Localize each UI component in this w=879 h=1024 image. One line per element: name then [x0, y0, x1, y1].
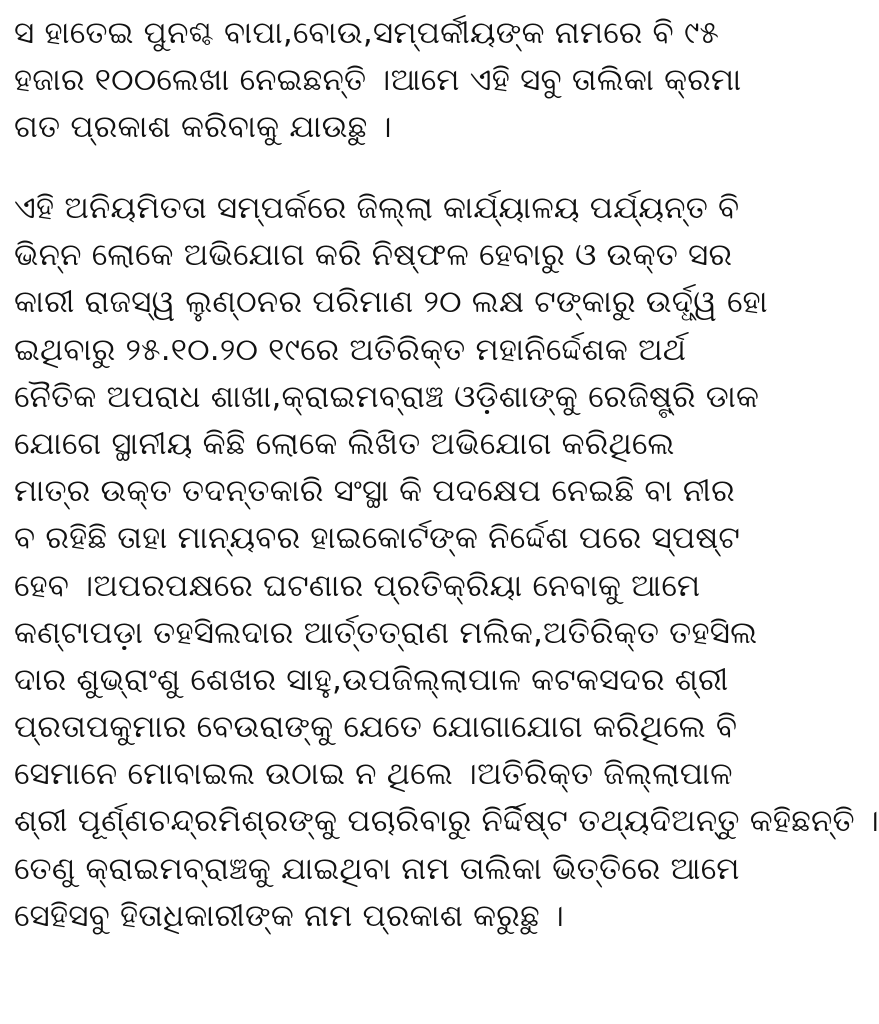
- text-line: ମାତ୍ର ଉକ୍ତ ତଦନ୍ତକାରି ସଂସ୍ଥା କି ପଦକ୍ଷେପ ନେଇଛି ବା ନୀର: [14, 473, 735, 510]
- text-line: ତେଣୁ କ୍ରାଇମବ୍ରାଞ୍ଚକୁ ଯାଇଥିବା ନାମ ତାଲିକା ଭିତ୍ତିରେ ଆମେ: [14, 850, 740, 887]
- text-line: ଏହି ଅନିୟମିତତା ସମ୍ପର୍କରେ ଜିଲ୍ଲା କାର୍ଯ୍ୟାଳୟ ପର୍ଯ୍ୟନ୍ତ ବି: [14, 190, 740, 226]
- text-line: ଇଥିବାରୁ ୨୫.୧୦.୨୦ ୧୯ରେ ଅତିରିକ୍ତ ମହାନିର୍ଦ୍ଦେଶକ ଅର୍ଥ: [14, 331, 687, 368]
- paragraph-1: [14, 10, 741, 152]
- text-line: ଯୋଗେ ସ୍ଥାନୀୟ କିଛି ଲୋକେ ଲିଖିତ ଅଭିଯୋଗ କରିଥିଲେ: [14, 425, 675, 462]
- text-line: ଗତ ପ୍ରକାଶ କରିବାକୁ ଯାଉଛୁ ।: [14, 109, 392, 146]
- text-line: ଶ୍ରୀ ପୂର୍ଣ୍ଣଚନ୍ଦ୍ରମିଶ୍ରଙ୍କୁ ପଚାରିବାରୁ ନିର୍ଦ୍ଦିଷ୍ଟ ତଥ୍ୟଦିଅନ୍ତୁ କହିଛନ୍ତି ।: [14, 803, 879, 840]
- text-line: କଣ୍ଟାପଡ଼ା ତହସିଲଦାର ଆର୍ତ୍ତତ୍ରାଣ ମଲିକ,ଅତିରିକ୍ତ ତହସିଲ: [14, 614, 758, 651]
- text-line: ହଜାର ୧୦୦ଲେଖା ନେଇଛନ୍ତି ।ଆମେ ଏହି ସବୁ ତାଲିକା କ୍ରମା: [14, 62, 742, 99]
- text-line: ସେହିସବୁ ହିତାଧିକାରୀଙ୍କ ନାମ ପ୍ରକାଶ କରୁଛୁ ।: [14, 897, 565, 934]
- text-line: ହେବ ।ଅପରପକ୍ଷରେ ଘଟଣାର ପ୍ରତିକ୍ରିୟା ନେବାକୁ ଆମେ: [14, 567, 701, 604]
- text-line: କାରୀ ରାଜସ୍ୱ ଲୁଣ୍ଠନର ପରିମାଣ ୨୦ ଲକ୍ଷ ଟଙ୍କାରୁ ଉର୍ଦ୍ଧ୍ୱ ହୋ: [14, 284, 768, 321]
- text-line: ଦାର ଶୁଭ୍ରାଂଶୁ ଶେଖର ସାହୁ,ଉପଜିଲ୍ଲାପାଳ କଟକସଦର ଶ୍ରୀ: [14, 661, 729, 698]
- text-line: ଭିନ୍ନ ଲୋକେ ଅଭିଯୋଗ କରି ନିଷ୍ଫଳ ହେବାରୁ ଓ ଉକ୍ତ ସର: [14, 237, 733, 274]
- text-line: ପ୍ରତାପକୁମାର ବେଉରାଙ୍କୁ ଯେତେ ଯୋଗାଯୋଗ କରିଥିଲେ ବି: [14, 709, 738, 746]
- paragraph-2: [14, 185, 879, 940]
- text-line: ସେମାନେ ମୋବାଇଲ ଉଠାଇ ନ ଥିଲେ ।ଅତିରିକ୍ତ ଜିଲ୍ଲାପାଳ: [14, 756, 733, 793]
- text-line: ସ ହାତେଇ ପୁନଶ୍ଚ ବାପା,ବୋଉ,ସମ୍ପର୍କୀୟଙ୍କ ନାମରେ ବି ୯୫: [14, 15, 720, 51]
- text-line: ବ ରହିଛି ତାହା ମାନ୍ୟବର ହାଇକୋର୍ଟଙ୍କ ନିର୍ଦ୍ଦେଶ ପରେ ସ୍ପଷ୍ଟ: [14, 520, 741, 557]
- text-line: ନୈତିକ ଅପରାଧ ଶାଖା,କ୍ରାଇମବ୍ରାଞ୍ଚ ଓଡ଼ିଶାଙ୍କୁ ରେଜିଷ୍ଟ୍ରି ଡାକ: [14, 378, 760, 415]
